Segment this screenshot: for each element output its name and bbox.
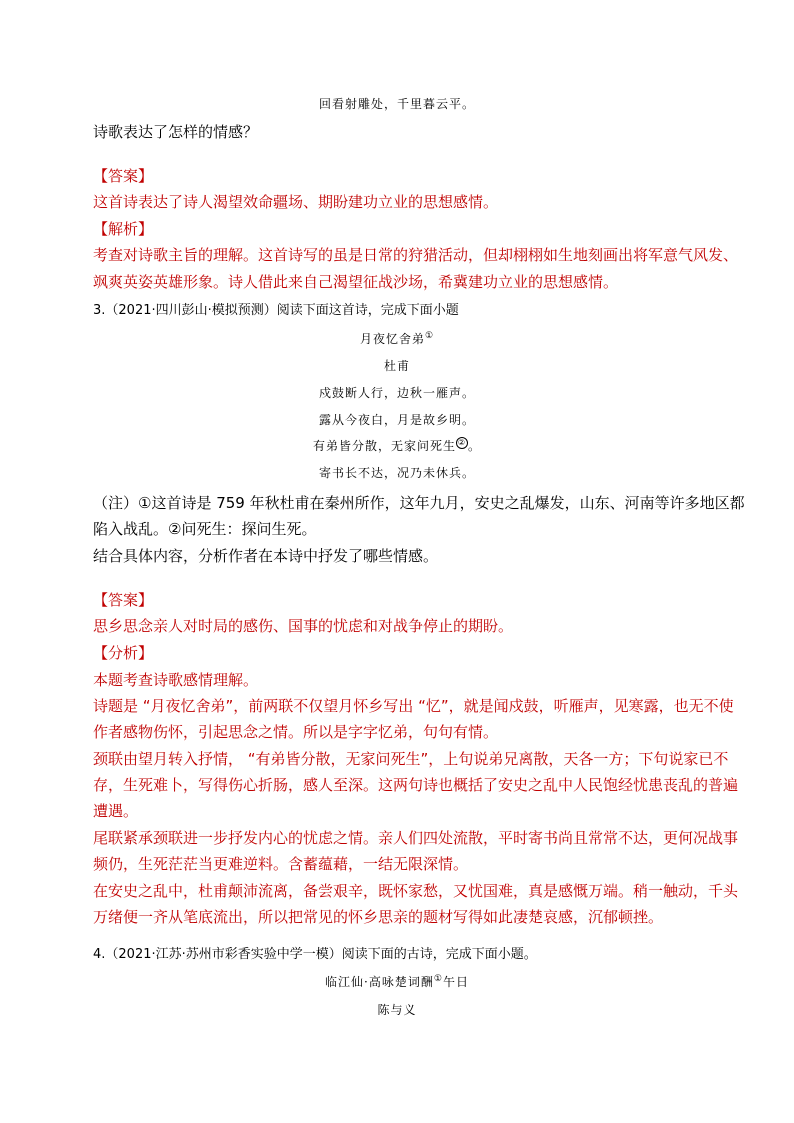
- poem-line-end: 。: [468, 439, 482, 453]
- note-line: （注）①这首诗是 759 年秋杜甫在秦州所作，这年九月，安史之乱爆发，山东、河南等许多地区都: [93, 494, 745, 512]
- poem-line: 寄书长不达，况乃未休兵。: [318, 466, 475, 480]
- analysis-line: 遭遇。: [93, 802, 139, 820]
- poem-line-text: 有弟皆分散，无家问死生: [312, 439, 456, 453]
- poem-title-text: 午日: [442, 975, 469, 989]
- poem-last-line: 回看射雕处，千里暮云平。: [318, 97, 475, 111]
- footnote-ref: ①: [433, 974, 443, 984]
- note-line: 陷入战乱。②问死生：探问生死。: [93, 520, 317, 538]
- analysis-tag: 【解析】: [93, 220, 154, 238]
- poem-line: 戍鼓断人行，边秋一雁声。: [318, 386, 475, 400]
- analysis-line: 考查对诗歌主旨的理解。这首诗写的虽是日常的狩猎活动，但却栩栩如生地刻画出将军意气风发、: [93, 246, 739, 264]
- analysis-line: 尾联紧承颈联进一步抒发内心的忧虑之情。亲人们四处流散，平时寄书尚且常常不达，更何况战事: [93, 829, 739, 847]
- analysis-line: 颈联由望月转入抒情， “有弟皆分散，无家问死生”，上句说弟兄离散，天各一方；下句说家已不: [93, 750, 729, 768]
- question-header: 4.（2021·江苏·苏州市彩香实验中学一模）阅读下面的古诗，完成下面小题。: [93, 947, 537, 962]
- answer-text: 这首诗表达了诗人渴望效命疆场、期盼建功立业的思想感情。: [93, 193, 499, 211]
- question-header: 3.（2021·四川彭山·模拟预测）阅读下面这首诗，完成下面小题: [93, 303, 459, 318]
- poem-author: 杜甫: [383, 359, 410, 373]
- poem-author: 陈与义: [377, 1003, 417, 1017]
- poem-title-text: 临江仙·高咏楚词酬: [325, 975, 434, 989]
- answer-tag: 【答案】: [93, 167, 154, 185]
- analysis-line: 万绪便一齐从笔底流出，所以把常见的怀乡思亲的题材写得如此凄楚哀感，沉郁顿挫。: [93, 908, 664, 926]
- poem-title-text: 月夜忆舍弟: [359, 332, 425, 346]
- analysis-line: 作者感物伤怀，引起思念之情。所以是字字忆弟，句句有情。: [93, 723, 499, 741]
- analysis-tag: 【分析】: [93, 644, 154, 662]
- analysis-line: 频仍，生死茫茫当更难逆料。含蓄蕴藉，一结无限深情。: [93, 855, 469, 873]
- analysis-line: 存，生死难卜，写得伤心折肠，感人至深。这两句诗也概括了安史之乱中人民饱经忧患丧乱的普遍: [93, 776, 739, 794]
- analysis-line: 本题考查诗歌感情理解。: [93, 671, 259, 689]
- answer-text: 思乡思念亲人对时局的感伤、国事的忧虑和对战争停止的期盼。: [93, 617, 514, 635]
- poem-line: 露从今夜白，月是故乡明。: [318, 413, 475, 427]
- poem-line: [0, 437, 794, 455]
- question-text: 诗歌表达了怎样的情感？: [93, 123, 259, 141]
- poem-title: [0, 973, 794, 991]
- analysis-line: 在安史之乱中，杜甫颠沛流离，备尝艰辛，既怀家愁，又忧国难，真是感慨万端。稍一触动，千头: [93, 882, 739, 900]
- question-text: 结合具体内容，分析作者在本诗中抒发了哪些情感。: [93, 547, 439, 565]
- footnote-ref: ①: [424, 331, 435, 341]
- footnote-ref: ②: [457, 438, 467, 447]
- analysis-line: 诗题是 “月夜忆舍弟”，前两联不仅望月怀乡写出 “忆”，就是闻戍鼓，听雁声，见寒露，也无不使: [93, 697, 734, 715]
- analysis-line: 飒爽英姿英雄形象。诗人借此来自己渴望征战沙场，希冀建功立业的思想感情。: [93, 273, 619, 291]
- answer-tag: 【答案】: [93, 591, 154, 609]
- poem-title: [0, 330, 794, 348]
